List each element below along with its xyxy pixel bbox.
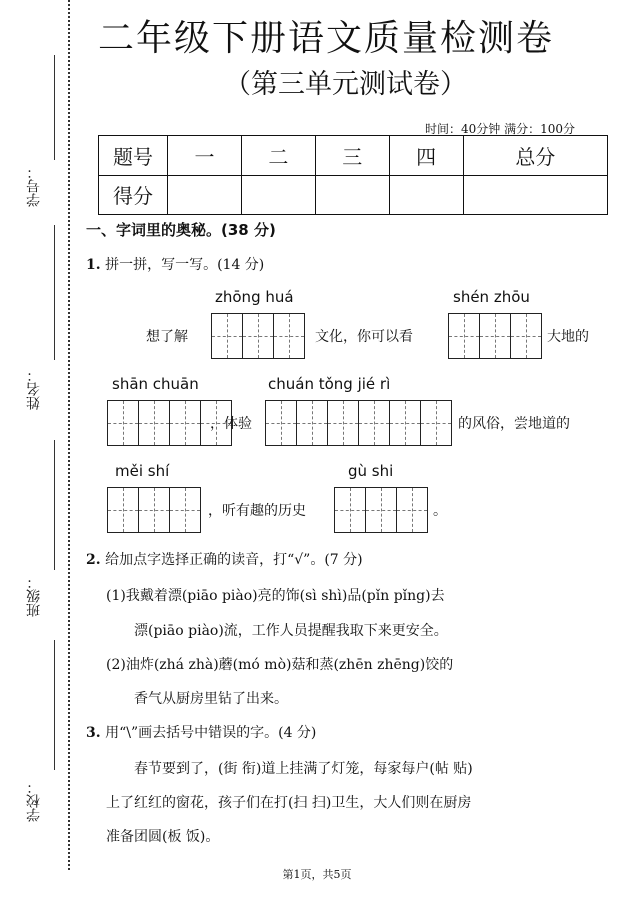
table-cell: 四 xyxy=(389,136,463,176)
writing-grid[interactable] xyxy=(107,487,201,533)
question-2 xyxy=(86,549,363,569)
pinyin-label: gù shi xyxy=(348,462,394,480)
table-cell: 题号 xyxy=(99,136,168,176)
page-title: 二年级下册语文质量检测卷 xyxy=(98,18,555,59)
question-3 xyxy=(86,722,316,742)
sentence-fragment: ，体验 xyxy=(210,416,252,432)
class-label: 班级： xyxy=(26,575,42,617)
score-input-cell[interactable] xyxy=(315,175,389,215)
writing-grid[interactable] xyxy=(334,487,428,533)
question-line: (2)油炸(zhá zhà)蘑(mó mò)菇和蒸(zhēn zhēng)饺的 xyxy=(106,657,454,673)
class-line xyxy=(54,440,55,570)
school-line xyxy=(54,640,55,770)
table-cell: 一 xyxy=(168,136,242,176)
score-input-cell[interactable] xyxy=(241,175,315,215)
sentence-fragment: 的风俗，尝地道的 xyxy=(458,416,570,432)
writing-grid[interactable] xyxy=(211,313,305,359)
question-number: 3. xyxy=(86,725,101,741)
name-line xyxy=(54,225,55,360)
sentence-fragment: 想了解 xyxy=(146,329,188,345)
sentence-fragment: 文化，你可以看 xyxy=(315,329,413,345)
sentence-fragment: 。 xyxy=(433,503,447,519)
question-text: 用“\”画去括号中错误的字。(4 分) xyxy=(105,725,317,741)
name-label: 姓名： xyxy=(26,368,42,410)
question-text: 给加点字选择正确的读音，打“√”。(7 分) xyxy=(105,552,363,568)
score-input-cell[interactable] xyxy=(463,175,607,215)
pinyin-label: shān chuān xyxy=(112,375,199,393)
score-table-score-row xyxy=(99,175,608,215)
question-line: 香气从厨房里钻了出来。 xyxy=(134,691,288,707)
student-id-line xyxy=(54,55,55,160)
table-cell: 总分 xyxy=(463,136,607,176)
student-id-label: 学号： xyxy=(26,165,42,207)
exam-meta: 时间：40分钟 满分：100分 xyxy=(425,122,575,136)
table-cell: 二 xyxy=(241,136,315,176)
table-cell: 得分 xyxy=(99,175,168,215)
question-line: 上了红红的窗花，孩子们在打(扫 扫)卫生，大人们则在厨房 xyxy=(106,795,472,811)
pinyin-label: zhōng huá xyxy=(215,288,294,306)
writing-grid[interactable] xyxy=(448,313,542,359)
pinyin-label: chuán tǒng jié rì xyxy=(268,375,391,393)
score-input-cell[interactable] xyxy=(168,175,242,215)
page-subtitle: （第三单元测试卷） xyxy=(224,69,467,100)
writing-grid[interactable] xyxy=(265,400,452,446)
section-heading: 一、字词里的奥秘。(38 分) xyxy=(86,221,276,239)
question-line: 漂(piāo piào)流，工作人员提醒我取下来更安全。 xyxy=(134,623,448,639)
pinyin-label: měi shí xyxy=(115,462,170,480)
score-table-header-row xyxy=(99,136,608,176)
school-label: 学校： xyxy=(26,780,42,822)
sentence-fragment: 大地的 xyxy=(547,329,589,345)
question-text: 拼一拼，写一写。(14 分) xyxy=(105,257,265,273)
sentence-fragment: ，听有趣的历史 xyxy=(208,503,306,519)
page-footer: 第1页，共5页 xyxy=(282,868,352,881)
pinyin-label: shén zhōu xyxy=(453,288,530,306)
score-table xyxy=(98,135,608,215)
table-cell: 三 xyxy=(315,136,389,176)
question-line: 准备团圆(板 饭)。 xyxy=(106,829,220,845)
question-line: 春节要到了，(街 衔)道上挂满了灯笼，每家每户(帖 贴) xyxy=(134,761,473,777)
score-input-cell[interactable] xyxy=(389,175,463,215)
question-line: (1)我戴着漂(piāo piào)亮的饰(sì shì)品(pǐn pǐng)去 xyxy=(106,588,445,604)
question-number: 1. xyxy=(86,257,101,273)
question-1 xyxy=(86,254,264,274)
binding-dotted-line xyxy=(68,0,70,870)
question-number: 2. xyxy=(86,552,101,568)
